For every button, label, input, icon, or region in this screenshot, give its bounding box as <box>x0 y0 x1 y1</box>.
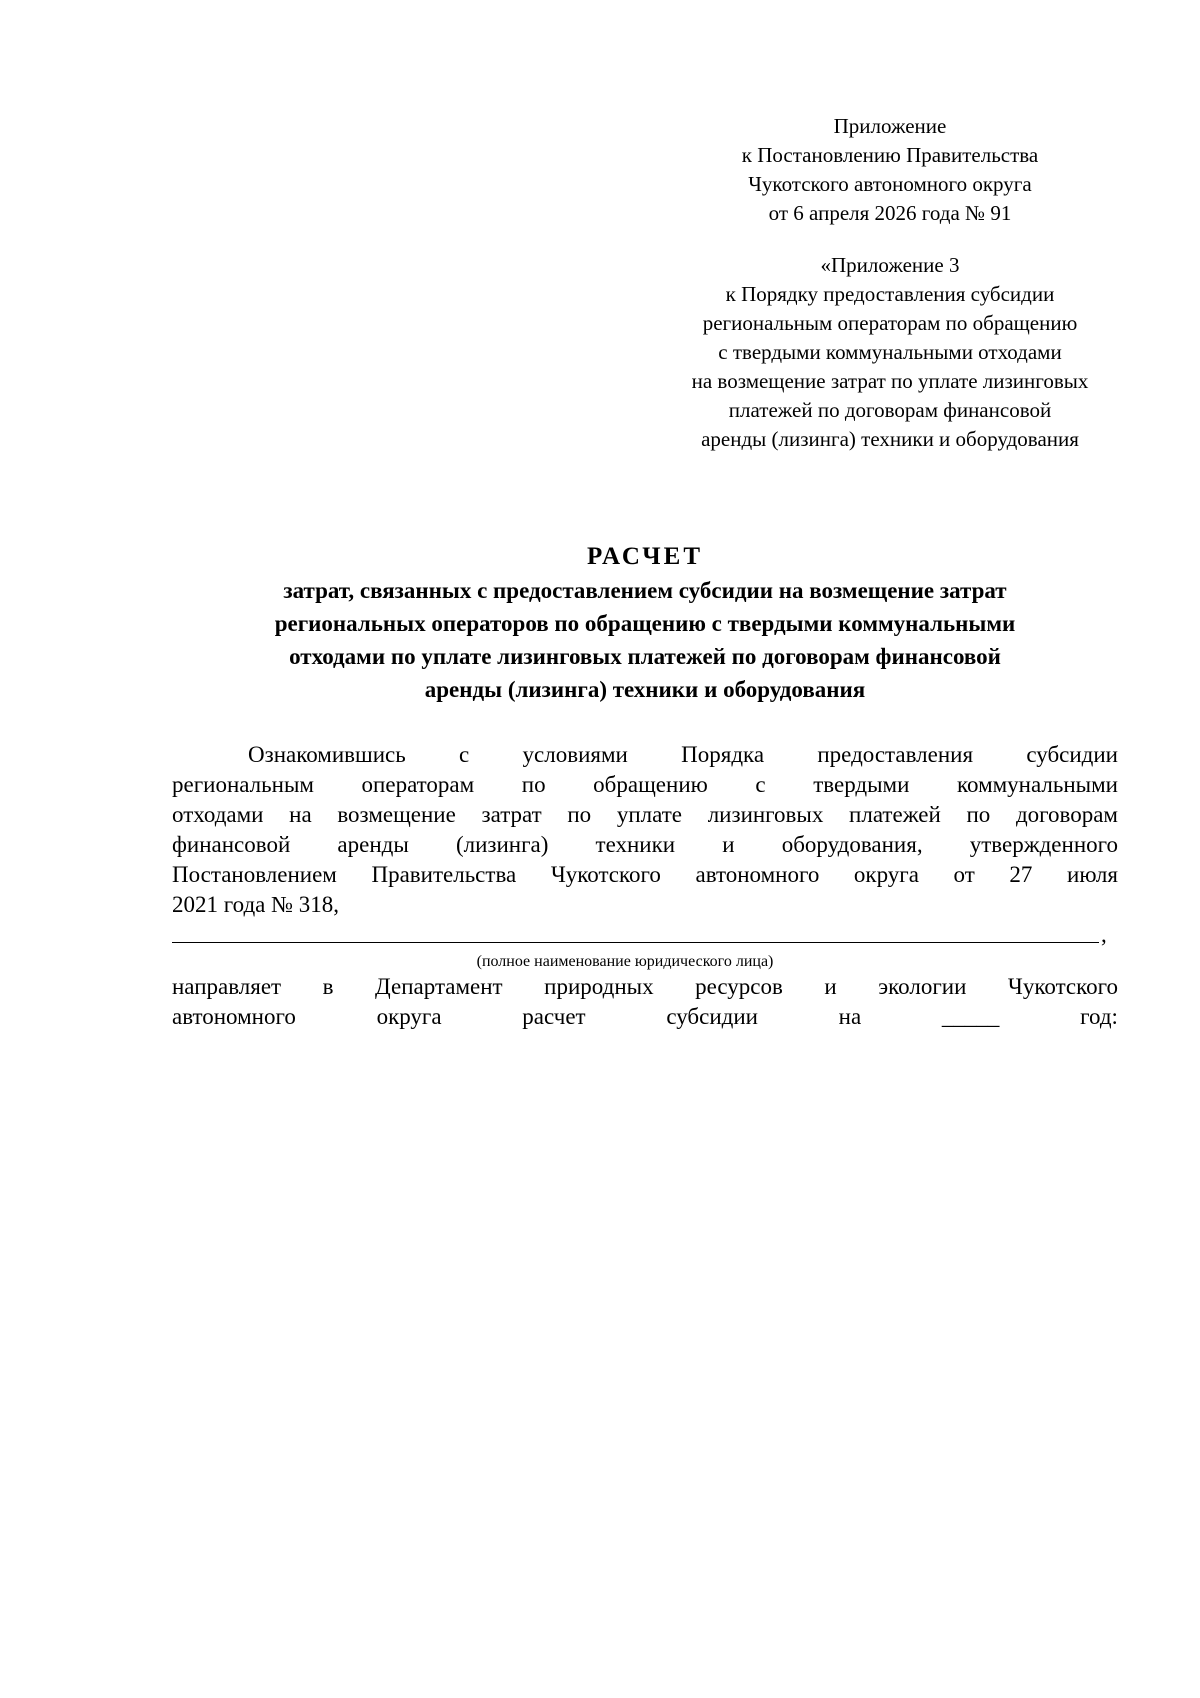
year-line-word: год: <box>1080 1004 1118 1029</box>
year-line-word: автономного <box>172 1004 296 1029</box>
attachment-line: региональным операторам по обращению <box>702 311 1078 335</box>
year-line-word: субсидии <box>666 1004 758 1029</box>
blank-comma: , <box>1101 922 1107 947</box>
document-heading <box>170 540 1120 706</box>
attachment-line: «Приложение 3 <box>820 253 960 277</box>
legal-entity-blank <box>172 920 1118 952</box>
legal-entity-underline <box>172 942 1099 943</box>
attachment-line: платежей по договорам финансовой <box>728 398 1052 422</box>
attachment-block-order <box>660 251 1120 454</box>
paragraph-line: финансовой аренды (лизинга) техники и оборудования, утвержденного <box>172 832 1118 857</box>
attachment-line: к Постановлению Правительства <box>741 143 1039 167</box>
attachment-line: к Порядку предоставления субсидии <box>725 282 1055 306</box>
attachment-line: от 6 апреля 2026 года № 91 <box>768 201 1012 225</box>
paragraph-line: отходами на возмещение затрат по уплате лизинговых платежей по договорам <box>172 802 1118 827</box>
paragraph-line: Постановлением Правительства Чукотского автономного округа от 27 июля <box>172 862 1118 887</box>
document-body <box>172 740 1118 1032</box>
legal-entity-caption: (полное наименование юридического лица) <box>476 953 774 970</box>
attachment-line: Приложение <box>833 114 947 138</box>
attachment-line: с твердыми коммунальными отходами <box>718 340 1062 364</box>
paragraph-line: региональным операторам по обращению с твердыми коммунальными <box>172 772 1118 797</box>
document-subtitle <box>170 574 1120 706</box>
paragraph-line: Ознакомившись с условиями Порядка предоставления субсидии <box>248 742 1118 767</box>
year-blank: _____ <box>941 1004 1000 1029</box>
subtitle-line: аренды (лизинга) техники и оборудования <box>424 677 866 702</box>
subtitle-line: отходами по уплате лизинговых платежей по договорам финансовой <box>289 644 1001 669</box>
document-title: РАСЧЕТ <box>586 543 703 570</box>
subtitle-line: региональных операторов по обращению с твердыми коммунальными <box>274 611 1016 636</box>
attachment-line: аренды (лизинга) техники и оборудования <box>701 427 1079 451</box>
year-line-word: расчет <box>522 1004 586 1029</box>
attachment-line: на возмещение затрат по уплате лизинговых <box>691 369 1089 393</box>
attachment-line: Чукотского автономного округа <box>748 172 1032 196</box>
paragraph-line: 2021 года № 318, <box>172 892 340 917</box>
attachment-header <box>660 112 1120 454</box>
year-line-word: на <box>838 1004 862 1029</box>
direction-line: направляет в Департамент природных ресурсов и экологии Чукотского <box>172 974 1118 999</box>
attachment-block-resolution <box>660 112 1120 228</box>
year-line-word: округа <box>376 1004 442 1029</box>
subtitle-line: затрат, связанных с предоставлением субсидии на возмещение затрат <box>283 578 1007 603</box>
year-line <box>172 1002 1118 1032</box>
